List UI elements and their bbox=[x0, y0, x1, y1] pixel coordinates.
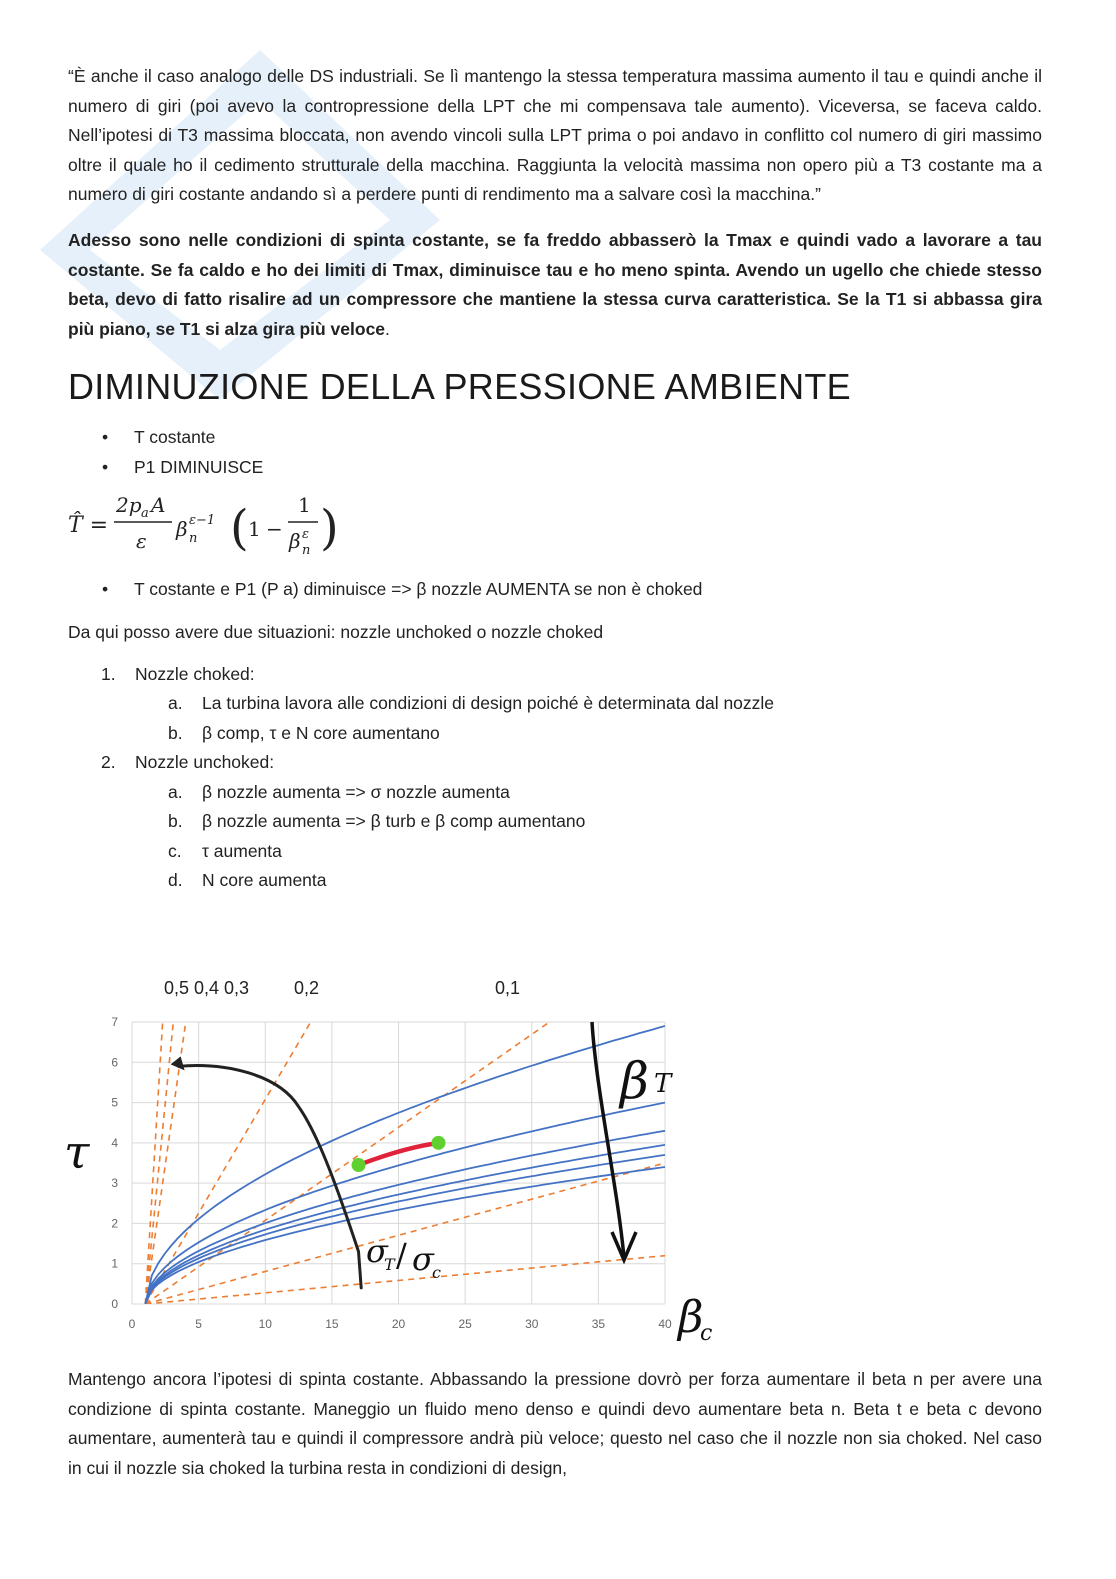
formula-frac-num: 1 bbox=[298, 493, 311, 518]
x-tick-label: 10 bbox=[258, 1317, 272, 1331]
sub-num: b. bbox=[168, 811, 183, 832]
y-axis-label: τ bbox=[64, 1125, 90, 1179]
blue-series-line bbox=[145, 1131, 665, 1304]
x-tick-label: 25 bbox=[458, 1317, 472, 1331]
top-label-3: 0,1 bbox=[495, 978, 521, 998]
chart-svg bbox=[0, 970, 740, 1350]
black-curve-label-slash: / bbox=[396, 1236, 407, 1274]
blue-series-line bbox=[145, 1145, 665, 1304]
y-tick-label: 1 bbox=[111, 1256, 118, 1271]
operating-shift-line bbox=[359, 1144, 435, 1165]
sub-num: b. bbox=[168, 722, 183, 743]
sigma-ratio-curve-tip bbox=[171, 1056, 185, 1070]
bullet-list-1 bbox=[68, 422, 1042, 482]
bold-paragraph bbox=[68, 226, 1042, 344]
sub-item bbox=[135, 807, 1042, 837]
operating-point-end bbox=[431, 1136, 445, 1150]
formula-beta-sub: n bbox=[189, 531, 198, 547]
sub-num: a. bbox=[168, 781, 183, 802]
sub-text: τ aumenta bbox=[202, 840, 282, 861]
y-tick-label: 6 bbox=[111, 1055, 118, 1070]
x-axis-label-sub: c bbox=[700, 1321, 713, 1346]
bold-paragraph-text: Adesso sono nelle condizioni di spinta costante, se fa freddo abbasserò la Tmax e quindi vado a lavorare a tau costante. Se fa caldo e ho dei limiti di Tmax, diminuisce tau e ho meno spinta. Avendo un ugello che chiede stesso beta, devo di fatto risalire ad un compressore che mantiene la stessa curva caratteristica. Se la T1 si abbassa gira più piano, se T1 si alza gira più veloce bbox=[68, 229, 1042, 339]
section-heading: DIMINUZIONE DELLA PRESSIONE AMBIENTE bbox=[68, 366, 851, 408]
case-num: 1. bbox=[101, 663, 116, 684]
list-item: • T costante bbox=[134, 422, 1042, 452]
case-item bbox=[68, 748, 1042, 896]
black-curve-label-den: σ bbox=[412, 1240, 434, 1278]
orange-series-line bbox=[145, 1163, 665, 1304]
intro-quote: “È anche il caso analogo delle DS industriali. Se lì mantengo la stessa temperatura massima aumento il tau e quindi anche il numero di giri (poi avevo la contropressione della LPT che mi compensava tale aumento). Viceversa, se faceva caldo. Nell’ipotesi di T3 massima bloccata, non avendo vincoli sulla LPT prima o poi andavo in conflitto col numero di giri massimo oltre il quale ho il cedimento strutturale della macchina. Raggiunta la velocità massima non opero più a T3 costante ma a numero di giri costante andando sì a perdere punti di rendimento ma a salvare così la macchina.” bbox=[68, 66, 1042, 205]
formula-paren-close: ) bbox=[320, 500, 339, 557]
curves-label: β bbox=[620, 1052, 649, 1110]
sub-text: β comp, τ e N core aumentano bbox=[202, 722, 440, 743]
operating-point-start bbox=[352, 1158, 366, 1172]
final-section bbox=[68, 1365, 1042, 1483]
cases-list bbox=[68, 660, 1042, 896]
tau-beta-chart bbox=[0, 970, 740, 1350]
final-paragraph: Mantengo ancora l’ipotesi di spinta costante. Abbassando la pressione dovrò per forza aumentare il beta n per avere una condizione di spinta costante. Maneggio un fluido meno denso e quindi devo aumentare beta n. Beta t e beta c devono aumentare, aumenterà tau e quindi il compressore andrà più veloce; questo nel caso che il nozzle non sia choked. Nel caso in cui il nozzle sia choked la turbina resta in condizioni di design, bbox=[68, 1369, 1042, 1478]
formula-beta: β bbox=[176, 517, 188, 542]
formula-num-sub: a bbox=[141, 506, 149, 522]
bold-paragraph-end: . bbox=[385, 318, 390, 339]
document-body bbox=[68, 62, 1042, 896]
formula-minus: − bbox=[266, 517, 283, 542]
y-tick-label: 3 bbox=[111, 1176, 118, 1191]
formula-one: 1 bbox=[248, 517, 261, 542]
x-axis-label: β bbox=[678, 1292, 704, 1343]
sub-item bbox=[135, 778, 1042, 808]
top-label-1: 0,5 0,4 0,3 bbox=[164, 978, 250, 998]
black-curve-label-sub: T bbox=[384, 1255, 395, 1274]
formula-paren-open: ( bbox=[230, 500, 249, 557]
sub-item bbox=[135, 837, 1042, 867]
x-tick-label: 5 bbox=[195, 1317, 202, 1331]
case-num: 2. bbox=[101, 752, 116, 773]
sub-text: N core aumenta bbox=[202, 870, 327, 891]
sub-item bbox=[135, 689, 1042, 719]
case-item bbox=[68, 660, 1042, 749]
formula-frac-den-sub: n bbox=[302, 543, 311, 559]
sub-num: a. bbox=[168, 693, 183, 714]
sub-text: β nozzle aumenta => β turb e β comp aumentano bbox=[202, 811, 586, 832]
y-tick-label: 4 bbox=[111, 1135, 118, 1150]
sub-item bbox=[135, 719, 1042, 749]
y-tick-label: 7 bbox=[111, 1015, 118, 1029]
sub-item bbox=[135, 866, 1042, 896]
case-sublist bbox=[135, 689, 1042, 748]
y-tick-label: 2 bbox=[111, 1216, 118, 1231]
formula-den: ε bbox=[136, 529, 147, 554]
sub-num: c. bbox=[168, 840, 182, 861]
x-tick-label: 30 bbox=[525, 1317, 539, 1331]
y-tick-label: 5 bbox=[111, 1095, 118, 1110]
list-item: • T costante e P1 (P a) diminuisce => β nozzle AUMENTA se non è choked bbox=[134, 574, 1042, 604]
formula-lhs: T̂ = bbox=[68, 513, 109, 539]
x-tick-label: 0 bbox=[128, 1317, 136, 1331]
sub-num: d. bbox=[168, 870, 183, 891]
formula-beta-sup: ε−1 bbox=[189, 513, 216, 529]
situations-intro: Da qui posso avere due situazioni: nozzle unchoked o nozzle choked bbox=[68, 622, 604, 643]
thrust-formula bbox=[68, 486, 1042, 568]
x-tick-label: 15 bbox=[325, 1317, 339, 1331]
case-sublist bbox=[135, 778, 1042, 896]
formula-num-tail: A bbox=[151, 493, 166, 518]
top-label-2: 0,2 bbox=[294, 978, 320, 998]
black-curve-label-den-sub: c bbox=[432, 1263, 441, 1282]
bullet-list-2 bbox=[68, 574, 1042, 604]
y-tick-label: 0 bbox=[111, 1297, 118, 1311]
formula-num: 2p bbox=[116, 493, 142, 518]
formula-frac-den-sup: ε bbox=[302, 527, 309, 543]
sub-text: La turbina lavora alle condizioni di design poiché è determinata dal nozzle bbox=[202, 693, 775, 714]
curves-label-sub: T bbox=[654, 1069, 672, 1099]
black-curve-label: σ bbox=[366, 1232, 388, 1270]
sub-text: β nozzle aumenta => σ nozzle aumenta bbox=[202, 781, 510, 802]
list-item: • P1 DIMINUISCE bbox=[134, 452, 1042, 482]
x-tick-label: 20 bbox=[391, 1317, 406, 1331]
case-label: Nozzle unchoked: bbox=[135, 752, 275, 773]
x-tick-label: 40 bbox=[658, 1317, 672, 1331]
formula-svg bbox=[68, 486, 368, 568]
case-label: Nozzle choked: bbox=[135, 663, 255, 684]
formula-frac-den: β bbox=[289, 529, 301, 554]
x-tick-label: 35 bbox=[591, 1317, 606, 1331]
